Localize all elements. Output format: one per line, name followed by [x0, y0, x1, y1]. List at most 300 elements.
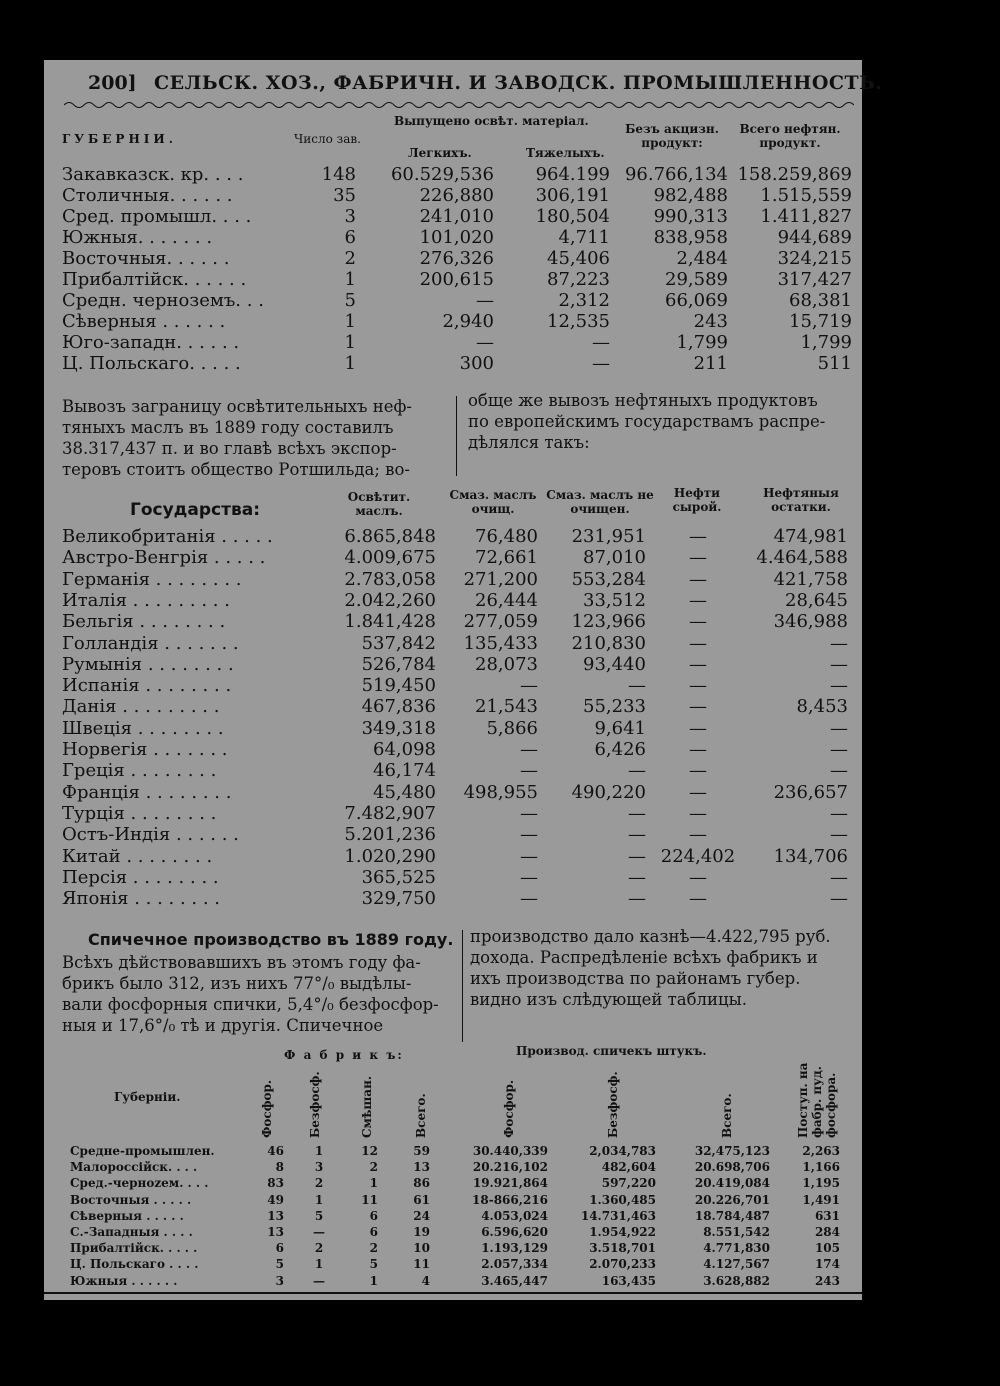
row-lub-raw: —: [628, 845, 646, 867]
row-lub-clean: 26,444: [475, 589, 538, 611]
row-total: 324,215: [777, 248, 852, 269]
row-name: Остъ-Индія . . . . . .: [62, 824, 239, 846]
row-lub-clean: —: [520, 675, 538, 697]
row-lub-clean: —: [520, 845, 538, 867]
row-lub-raw: —: [628, 824, 646, 846]
row-light: 200,615: [419, 269, 494, 290]
row-lub-clean: —: [520, 866, 538, 888]
row-heavy: 87,223: [547, 269, 610, 290]
row-residue: 4.464,588: [756, 547, 848, 569]
row-excise: 29,589: [665, 269, 728, 290]
t1-col-count: Число зав.: [294, 132, 361, 146]
row-f-phos: 3: [275, 1273, 284, 1288]
row-heavy: 2,312: [558, 290, 610, 311]
export-text-right: [468, 390, 858, 453]
row-light: 241,010: [419, 206, 494, 227]
row-residue: 421,758: [773, 568, 848, 590]
text-line: тяныхъ маслъ въ 1889 году составилъ: [62, 418, 394, 437]
row-f-mixed: 2: [369, 1241, 378, 1256]
row-name: Сред. промышл. . . .: [62, 206, 252, 227]
row-excise: 1,799: [676, 332, 728, 353]
text-line: Всѣхъ дѣйствовавшихъ въ этомъ году фа-: [62, 953, 421, 972]
row-name: Австро-Венгрія . . . . .: [62, 547, 266, 569]
row-lub-raw: 553,284: [571, 568, 646, 590]
t3-col-f-phos: Фосфор.: [260, 1079, 274, 1138]
column-divider-2: [462, 930, 463, 1042]
row-f-phos: 13: [267, 1225, 284, 1239]
row-f-total: 59: [413, 1144, 430, 1158]
t1-col-excise: Безъ акцизн. продукт:: [625, 122, 719, 150]
row-total: 158.259,869: [737, 164, 852, 185]
row-excise: 66,069: [665, 290, 728, 311]
row-crude: —: [689, 653, 707, 675]
row-p-nophos: 2,034,783: [589, 1144, 656, 1158]
row-p-total: 4.771,830: [703, 1241, 770, 1256]
row-excise: 982,488: [653, 185, 728, 206]
row-residue: —: [830, 760, 848, 782]
row-crude: —: [689, 547, 707, 569]
row-lub-raw: 210,830: [571, 632, 646, 654]
row-light: 526,784: [361, 653, 436, 675]
row-f-mixed: 1: [369, 1273, 378, 1288]
row-f-nophos: 1: [314, 1257, 324, 1272]
row-lub-raw: —: [628, 888, 646, 910]
row-f-phos: 8: [275, 1160, 284, 1175]
row-f-total: 61: [413, 1192, 430, 1207]
row-light: 467,836: [361, 696, 436, 718]
row-p-nophos: 597,220: [601, 1176, 656, 1191]
row-count: 35: [333, 185, 356, 206]
row-received: 284: [814, 1225, 840, 1239]
page-number: 200]: [88, 72, 137, 94]
row-light: 5.201,236: [344, 824, 436, 846]
text-line: брикъ было 312, изъ нихъ 77°/₀ выдѣлы-: [62, 974, 412, 993]
row-count: 1: [344, 311, 356, 332]
row-light: 1.841,428: [344, 611, 436, 633]
row-light: 64,098: [373, 739, 436, 760]
row-f-total: 11: [413, 1257, 430, 1272]
row-light: 537,842: [361, 632, 436, 654]
row-name: Ц. Польскаго . . . .: [70, 1257, 199, 1272]
t3-group-factories: Ф а б р и к ъ:: [284, 1048, 404, 1062]
text-line: обще же вывозъ нефтяныхъ продуктовъ: [468, 391, 818, 410]
row-lub-clean: —: [520, 888, 538, 910]
row-f-nophos: 5: [314, 1208, 324, 1223]
row-lub-raw: —: [628, 675, 646, 697]
row-total: 1.411,827: [760, 206, 852, 227]
row-f-mixed: 12: [361, 1144, 378, 1158]
page-title: СЕЛЬСК. ХОЗ., ФАБРИЧН. И ЗАВОДСК. ПРОМЫШЛЕННОСТЬ.: [154, 72, 883, 94]
row-light: —: [476, 332, 494, 353]
text-line: ныя и 17,6°/₀ тѣ и другія. Спичечное: [62, 1016, 384, 1035]
row-f-phos: 6: [275, 1241, 284, 1256]
book-page: [44, 60, 883, 1300]
row-count: 148: [321, 164, 356, 185]
row-crude: —: [689, 717, 707, 739]
row-lub-clean: 76,480: [475, 526, 538, 547]
row-p-phos: 6.596,620: [481, 1225, 548, 1239]
row-lub-clean: —: [520, 824, 538, 846]
t2-col-states: Государства:: [130, 500, 260, 520]
row-crude: —: [689, 802, 707, 824]
row-name: Данія . . . . . . . . .: [62, 696, 220, 718]
row-name: Прибалтійск. . . . . .: [62, 269, 247, 290]
row-crude: —: [689, 739, 707, 760]
row-count: 1: [344, 332, 356, 353]
row-f-total: 19: [413, 1225, 430, 1239]
row-p-nophos: 14.731,463: [580, 1208, 656, 1223]
row-p-phos: 18-866,216: [472, 1192, 548, 1207]
row-p-phos: 20.216,102: [472, 1160, 548, 1175]
row-lub-raw: 33,512: [583, 589, 646, 611]
row-residue: —: [830, 802, 848, 824]
row-name: Турція . . . . . . . .: [62, 802, 217, 824]
row-lub-clean: 72,661: [475, 547, 538, 569]
row-f-mixed: 1: [369, 1176, 378, 1191]
row-name: Германія . . . . . . . .: [62, 568, 242, 590]
row-f-total: 24: [413, 1208, 430, 1223]
row-lub-clean: —: [520, 760, 538, 782]
row-light: 519,450: [361, 675, 436, 697]
row-f-mixed: 11: [361, 1192, 378, 1207]
row-received: 1,491: [802, 1192, 840, 1207]
row-light: 226,880: [419, 185, 494, 206]
row-name: Великобританія . . . . .: [62, 526, 273, 547]
row-name: Южныя . . . . . .: [70, 1273, 178, 1288]
row-f-mixed: 6: [369, 1225, 378, 1239]
row-name: С.-Западныя . . . .: [70, 1225, 193, 1239]
row-count: 3: [344, 206, 356, 227]
row-received: 174: [814, 1257, 840, 1272]
row-received: 243: [814, 1273, 840, 1288]
t2-col-lub-raw: Смаз. маслъ не очищен.: [546, 488, 654, 516]
row-total: 317,427: [777, 269, 852, 290]
row-excise: 211: [693, 353, 728, 374]
row-lub-clean: —: [520, 739, 538, 760]
row-lub-raw: 55,233: [583, 696, 646, 718]
row-residue: —: [830, 888, 848, 910]
row-excise: 243: [693, 311, 728, 332]
row-heavy: 180,504: [535, 206, 610, 227]
row-residue: —: [830, 824, 848, 846]
row-p-total: 32,475,123: [694, 1144, 770, 1158]
row-total: 1,799: [800, 332, 852, 353]
row-p-nophos: 163,435: [601, 1273, 656, 1288]
row-residue: 28,645: [785, 589, 848, 611]
row-f-nophos: 1: [314, 1192, 324, 1207]
text-line: Вывозъ заграницу освѣтительныхъ неф-: [62, 397, 412, 416]
row-name: Испанія . . . . . . . .: [62, 675, 232, 697]
row-name: Японія . . . . . . . .: [62, 888, 221, 910]
t2-col-lub-clean: Смаз. маслъ очищ.: [449, 488, 537, 516]
row-name: Юго-западн. . . . . .: [62, 332, 240, 353]
row-light: 4.009,675: [344, 547, 436, 569]
row-name: Столичныя. . . . . .: [62, 185, 233, 206]
t1-col-light: Легкихъ.: [408, 146, 472, 160]
row-light: 349,318: [361, 717, 436, 739]
t3-col-p-total: Всего.: [720, 1093, 734, 1138]
text-line: дохода. Распредѣленіе всѣхъ фабрикъ и: [470, 948, 818, 967]
row-p-phos: 30.440,339: [472, 1144, 548, 1158]
text-line: 38.317,437 п. и во главѣ всѣхъ экспор-: [62, 439, 397, 458]
row-total: 15,719: [789, 311, 852, 332]
row-f-mixed: 6: [369, 1208, 378, 1223]
row-f-mixed: 2: [369, 1160, 378, 1175]
t3-col-f-mixed: Смѣшан.: [360, 1075, 374, 1138]
row-f-total: 13: [413, 1160, 430, 1175]
row-crude: —: [689, 866, 707, 888]
row-f-total: 10: [413, 1241, 430, 1256]
row-light: 365,525: [361, 866, 436, 888]
row-received: 1,195: [802, 1176, 840, 1191]
row-total: 68,381: [789, 290, 852, 311]
row-name: Румынія . . . . . . . .: [62, 653, 234, 675]
row-heavy: 306,191: [535, 185, 610, 206]
row-f-mixed: 5: [369, 1257, 378, 1272]
t3-col-gubernii: Губерніи.: [114, 1090, 181, 1104]
row-residue: —: [830, 632, 848, 654]
row-p-total: 20.419,084: [694, 1176, 770, 1191]
row-crude: —: [689, 760, 707, 782]
row-name: Италія . . . . . . . . .: [62, 589, 230, 611]
row-name: Закавказск. кр. . . .: [62, 164, 244, 185]
row-residue: 474,981: [773, 526, 848, 547]
row-crude: —: [689, 675, 707, 697]
row-light: 2.783,058: [344, 568, 436, 590]
row-crude: —: [689, 526, 707, 547]
row-total: 511: [817, 353, 852, 374]
row-received: 2,263: [802, 1144, 840, 1158]
text-line: по европейскимъ государствамъ распре-: [468, 412, 826, 431]
row-light: 46,174: [373, 760, 436, 782]
row-light: 1.020,290: [344, 845, 436, 867]
row-crude: —: [689, 568, 707, 590]
row-total: 944,689: [777, 227, 852, 248]
row-name: Греція . . . . . . . .: [62, 760, 217, 782]
row-name: Восточныя . . . . .: [70, 1192, 192, 1207]
row-name: Швеція . . . . . . . .: [62, 717, 224, 739]
row-p-total: 18.784,487: [694, 1208, 770, 1223]
row-p-phos: 1.193,129: [481, 1241, 548, 1256]
row-light: 300: [459, 353, 494, 374]
row-heavy: 964.199: [535, 164, 610, 185]
row-lub-raw: —: [628, 866, 646, 888]
t3-col-received: Поступ. на фабр. пуд. фосфора.: [796, 1062, 838, 1138]
row-name: Сред.-черноzем. . . .: [70, 1176, 209, 1191]
matches-heading: Спичечное производство въ 1889 году.: [88, 930, 454, 949]
row-light: 276,326: [419, 248, 494, 269]
row-f-phos: 5: [275, 1257, 284, 1272]
bottom-rule: [44, 1292, 862, 1294]
row-excise: 838,958: [653, 227, 728, 248]
row-light: 2.042,260: [344, 589, 436, 611]
row-crude: —: [689, 611, 707, 633]
row-name: Прибалтійск. . . . .: [70, 1241, 198, 1256]
row-name: Ц. Польскаго. . . . .: [62, 353, 241, 374]
text-line: видно изъ слѣдующей таблицы.: [470, 990, 747, 1009]
row-received: 631: [814, 1208, 840, 1223]
row-heavy: 12,535: [547, 311, 610, 332]
row-count: 5: [344, 290, 356, 311]
row-heavy: —: [592, 353, 610, 374]
wavy-rule: [64, 100, 854, 110]
row-residue: 134,706: [773, 845, 848, 867]
row-lub-raw: 123,966: [571, 611, 646, 633]
row-f-nophos: 2: [314, 1241, 324, 1256]
row-name: Южныя. . . . . . .: [62, 227, 213, 248]
t3-col-p-nophos: Безфосф.: [606, 1071, 620, 1138]
row-p-nophos: 1.954,922: [589, 1225, 656, 1239]
row-p-nophos: 482,604: [601, 1160, 656, 1175]
row-name: Китай . . . . . . . .: [62, 845, 213, 867]
row-crude: —: [689, 589, 707, 611]
row-p-total: 4.127,567: [703, 1257, 770, 1272]
row-name: Сѣверныя . . . . . .: [62, 311, 226, 332]
row-lub-clean: 498,955: [463, 781, 538, 803]
row-f-nophos: 2: [314, 1176, 324, 1191]
t2-col-residue: Нефтяныя остатки.: [763, 486, 839, 514]
row-name: Сѣверныя . . . . .: [70, 1208, 184, 1223]
row-heavy: 45,406: [547, 248, 610, 269]
row-f-nophos: 3: [314, 1160, 324, 1175]
row-light: 7.482,907: [344, 802, 436, 824]
export-text-left: [62, 396, 452, 480]
row-lub-clean: 5,866: [486, 717, 538, 739]
row-residue: —: [830, 717, 848, 739]
row-heavy: 4,711: [558, 227, 610, 248]
row-p-total: 20.698,706: [694, 1160, 770, 1175]
row-f-nophos: 1: [314, 1144, 324, 1158]
row-p-total: 3.628,882: [703, 1273, 770, 1288]
row-name: Норвегія . . . . . . .: [62, 739, 228, 760]
row-crude: —: [689, 696, 707, 718]
row-excise: 2,484: [676, 248, 728, 269]
row-lub-raw: —: [628, 760, 646, 782]
row-p-total: 8.551,542: [703, 1225, 770, 1239]
row-f-phos: 13: [267, 1208, 284, 1223]
row-p-phos: 4.053,024: [481, 1208, 548, 1223]
row-lub-clean: 277,059: [463, 611, 538, 633]
row-total: 1.515,559: [760, 185, 852, 206]
row-name: Бельгія . . . . . . . .: [62, 611, 226, 633]
row-lub-clean: 135,433: [463, 632, 538, 654]
row-count: 1: [344, 269, 356, 290]
row-lub-clean: 21,543: [475, 696, 538, 718]
t1-col-gubernii: ГУБЕРНІИ.: [62, 132, 177, 146]
row-excise: 990,313: [653, 206, 728, 227]
row-lub-raw: 231,951: [571, 526, 646, 547]
row-name: Франція . . . . . . . .: [62, 781, 232, 803]
row-lub-raw: 9,641: [594, 717, 646, 739]
row-count: 6: [344, 227, 356, 248]
row-heavy: —: [592, 332, 610, 353]
row-received: 1,166: [802, 1160, 840, 1175]
row-excise: 96.766,134: [624, 164, 728, 185]
row-f-total: 86: [413, 1176, 430, 1191]
t1-col-heavy: Тяжелыхъ.: [526, 146, 605, 160]
row-light: 329,750: [361, 888, 436, 910]
t1-col-total: Всего нефтян. продукт.: [739, 122, 841, 150]
row-light: 6.865,848: [344, 526, 436, 547]
row-crude: —: [689, 632, 707, 654]
row-residue: 8,453: [796, 696, 848, 718]
t3-col-f-total: Всего.: [414, 1093, 428, 1138]
row-p-nophos: 1.360,485: [589, 1192, 656, 1207]
t2-col-crude: Нефти сырой.: [672, 486, 722, 514]
text-line: дѣлялся такъ:: [468, 433, 590, 452]
row-residue: 236,657: [773, 781, 848, 803]
row-count: 1: [344, 353, 356, 374]
row-residue: —: [830, 653, 848, 675]
row-lub-clean: —: [520, 802, 538, 824]
matches-text-left: [62, 952, 462, 1036]
row-f-phos: 49: [267, 1192, 284, 1207]
row-f-nophos: —: [313, 1273, 325, 1288]
row-crude: —: [689, 824, 707, 846]
row-residue: —: [830, 739, 848, 760]
row-received: 105: [814, 1241, 840, 1256]
row-p-nophos: 2.070,233: [589, 1257, 656, 1272]
row-lub-raw: 6,426: [594, 739, 646, 760]
row-light: 45,480: [373, 781, 436, 803]
row-name: Восточныя. . . . . .: [62, 248, 230, 269]
row-name: Малороссійск. . . .: [70, 1160, 198, 1175]
t3-group-production: Производ. спичекъ штукъ.: [516, 1044, 707, 1058]
row-residue: —: [830, 866, 848, 888]
row-residue: 346,988: [773, 611, 848, 633]
row-f-total: 4: [421, 1273, 430, 1288]
t3-col-f-nophos: Безфосф.: [308, 1071, 322, 1138]
row-count: 2: [344, 248, 356, 269]
row-f-phos: 83: [267, 1176, 284, 1191]
text-line: производство дало казнѣ—4.422,795 руб.: [470, 927, 831, 946]
matches-text-right: [470, 926, 860, 1010]
row-crude: 224,402: [660, 845, 736, 867]
row-residue: —: [830, 675, 848, 697]
row-crude: —: [689, 781, 707, 803]
row-p-phos: 19.921,864: [472, 1176, 548, 1191]
row-p-nophos: 3.518,701: [589, 1241, 656, 1256]
column-divider: [456, 396, 457, 476]
row-lub-raw: —: [628, 802, 646, 824]
row-f-phos: 46: [267, 1144, 284, 1158]
row-p-phos: 3.465,447: [481, 1273, 548, 1288]
row-light: 2,940: [442, 311, 494, 332]
row-light: —: [476, 290, 494, 311]
row-light: 60.529,536: [390, 164, 494, 185]
row-name: Средне-промышлен.: [70, 1144, 215, 1158]
row-name: Персія . . . . . . . .: [62, 866, 219, 888]
row-lub-clean: 271,200: [463, 568, 538, 590]
row-light: 101,020: [419, 227, 494, 248]
text-line: вали фосфорныя спички, 5,4°/₀ безфосфор-: [62, 995, 439, 1014]
row-name: Средн. черноземъ. . .: [62, 290, 264, 311]
row-lub-raw: 87,010: [583, 547, 646, 569]
text-line: ихъ производства по районамъ губер.: [470, 969, 801, 988]
row-name: Голландія . . . . . . .: [62, 632, 239, 654]
row-crude: —: [689, 888, 707, 910]
t2-col-light: Освѣтит. маслъ.: [347, 490, 411, 518]
row-p-phos: 2.057,334: [481, 1257, 548, 1272]
t3-col-p-phos: Фосфор.: [502, 1079, 516, 1138]
row-lub-clean: 28,073: [475, 653, 538, 675]
t1-col-released: Выпущено освѣт. матеріал.: [394, 114, 589, 128]
row-lub-raw: 93,440: [583, 653, 646, 675]
row-p-total: 20.226,701: [694, 1192, 770, 1207]
text-line: теровъ стоитъ общество Ротшильда; во-: [62, 460, 410, 479]
row-lub-raw: 490,220: [571, 781, 646, 803]
row-f-nophos: —: [313, 1225, 325, 1239]
